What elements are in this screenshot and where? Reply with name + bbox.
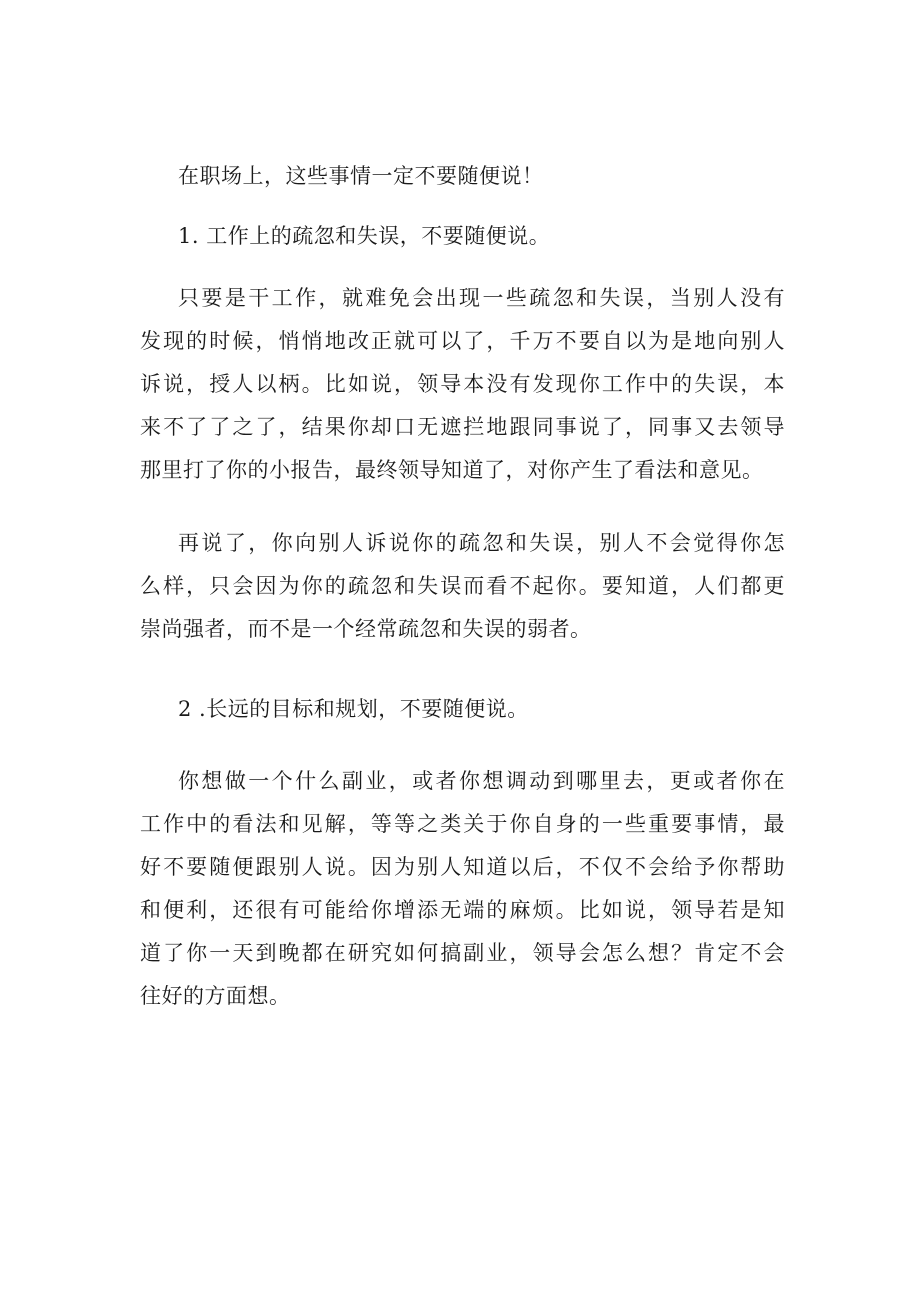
paragraph-line: 你想做一个什么副业，或者你想调动到哪里去，更或者你在 [178, 769, 785, 793]
paragraph-line: 和便利，还很有可能给你增添无端的麻烦。比如说，领导若是知 [140, 898, 785, 922]
paragraph-line: 好不要随便跟别人说。因为别人知道以后，不仅不会给予你帮助 [140, 855, 785, 879]
paragraph-line: 崇尚强者，而不是一个经常疏忽和失误的弱者。 [140, 617, 592, 641]
section-1-heading: 1. 工作上的疏忽和失误，不要随便说。 [178, 224, 551, 248]
paragraph-line: 道了你一天到晚都在研究如何搞副业，领导会怎么想？肯定不会 [140, 941, 785, 965]
paragraph-line: 来不了了之了，结果你却口无遮拦地跟同事说了，同事又去领导 [140, 415, 785, 439]
paragraph-line: 诉说，授人以柄。比如说，领导本没有发现你工作中的失误，本 [140, 372, 785, 396]
section-2-paragraph-1 [140, 760, 785, 1018]
document-title: 在职场上，这些事情一定不要随便说！ [178, 164, 544, 188]
paragraph-line: 往好的方面想。 [140, 984, 291, 1008]
paragraph-line: 发现的时候，悄悄地改正就可以了，千万不要自以为是地向别人 [140, 329, 785, 353]
paragraph-line: 那里打了你的小报告，最终领导知道了，对你产生了看法和意见。 [140, 458, 764, 482]
paragraph-line: 么样，只会因为你的疏忽和失误而看不起你。要知道，人们都更 [140, 574, 785, 598]
section-1-paragraph-1 [140, 277, 785, 492]
paragraph-line: 工作中的看法和见解，等等之类关于你自身的一些重要事情，最 [140, 812, 785, 836]
paragraph-line: 再说了，你向别人诉说你的疏忽和失误，别人不会觉得你怎 [178, 531, 785, 555]
paragraph-line: 只要是干工作，就难免会出现一些疏忽和失误，当别人没有 [178, 286, 785, 310]
section-2-heading: 2 .长远的目标和规划，不要随便说。 [178, 697, 529, 721]
section-1-paragraph-2 [140, 522, 785, 651]
